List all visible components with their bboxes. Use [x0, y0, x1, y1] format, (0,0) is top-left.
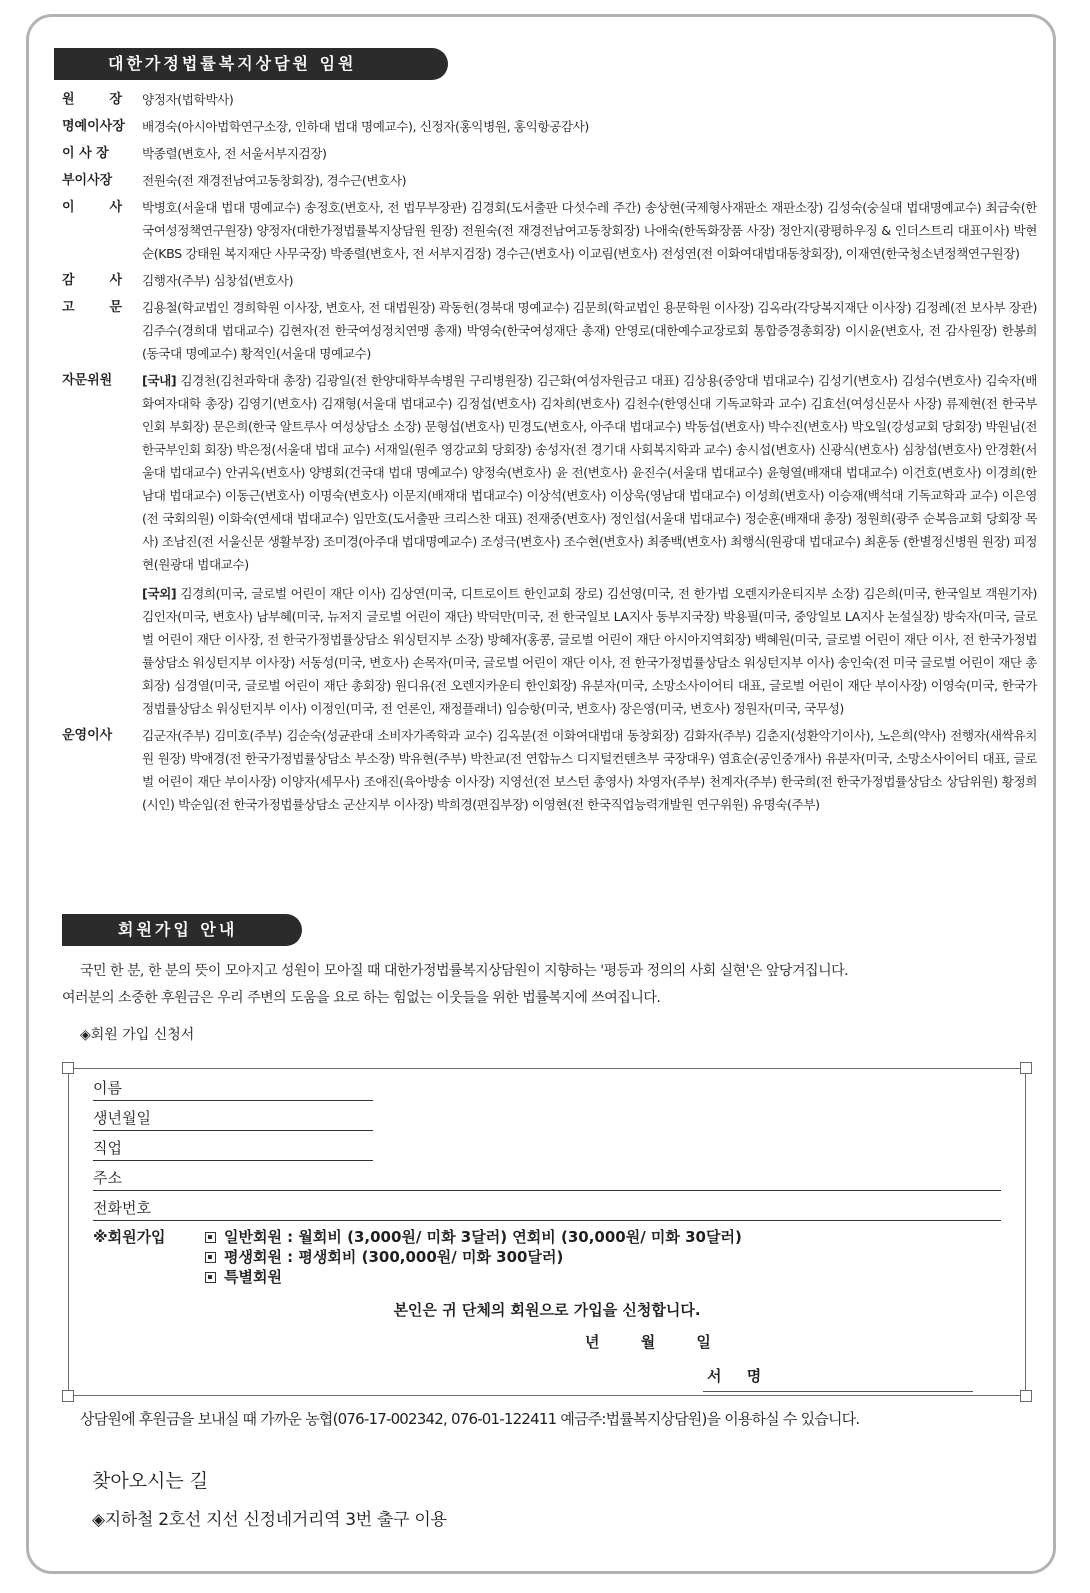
birthdate-label: 생년월일 [93, 1109, 151, 1127]
officer-role-label: 자문위원 [62, 373, 113, 388]
date-line[interactable]: 년 월 일 [585, 1333, 711, 1351]
name-label: 이름 [93, 1079, 122, 1097]
phone-field[interactable] [93, 1195, 1001, 1221]
phone-label: 전화번호 [93, 1199, 151, 1217]
officer-names: 김행자(주부) 심창섭(변호사) [142, 273, 294, 288]
officer-row [62, 724, 1037, 816]
officer-row [62, 115, 1037, 138]
officers-list [62, 88, 1037, 820]
job-label: 직업 [93, 1139, 122, 1157]
membership-section-title: 회원가입 안내 [62, 914, 302, 946]
corner-ornament [62, 1390, 74, 1402]
advisor-names: 김경희(미국, 글로벌 어린이 재단 이사) 김상연(미국, 디트로이트 한인교회 장로) 김선영(미국, 전 한가법 오렌지카운티지부 소장) 김은희(미국, 한국일보 객원기자) 김인자(미국, 변호사) 남부혜(미국, 뉴저지 글로벌 어린이 재단) 박덕만(미국, 전 한국일보 LA지사 동부지국장) 박용필(미국, 중앙일보 LA지사 논설실장) 방숙자(미국, 글로벌 어린이 재단 이사장, 전 한국가정법률상담소 워싱턴지부 소장) 방혜자(홍콩, 글로벌 어린이 재단 아시아지역회장) 백혜원(미국, 글로벌 어린이 재단 이사, 전 한국가정법률상담소 워싱턴지부 이사장) 서동성(미국, 변호사) 손목자(미국, 글로벌 어린이 재단 이사, 전 한국가정법률상담소 워싱턴지부 이사) 송인숙(전 미국 글로벌 어린이 재단 총회장) 심경열(미국, 글로벌 어린이 재단 총회장) 원디유(전 오렌지카운티 한인회장) 유분자(미국, 소망소사이어티 대표, 글로벌 어린이 재단 부이사장) 이영숙(미국, 한국가정법률상담소 워싱턴지부 이사) 이정인(미국, 전 언론인, 재정플래너) 임승항(미국, 변호사) 장은영(미국, 변호사) 정원자(미국, 국무성) [142, 586, 1037, 716]
membership-option-label: 일반회원 : 월회비 (3,000원/ 미화 3달러) 연회비 (30,000원/ 미화 30달러) [224, 1228, 742, 1246]
directions-subway: ◈지하철 2호선 지선 신정네거리역 3번 출구 이용 [92, 1510, 447, 1530]
intro-line-2: 여러분의 소중한 후원금은 우리 주변의 도움을 요로 하는 힘없는 이웃들을 위한 법률복지에 쓰여집니다. [62, 990, 661, 1006]
membership-type-label: ※회원가입 [93, 1228, 166, 1246]
officer-names: 배경숙(아시아법학연구소장, 인하대 법대 명예교수), 신정자(홍익병원, 홍익항공감사) [142, 119, 589, 134]
advisor-subsection [142, 369, 1037, 576]
membership-application-form [68, 1068, 1026, 1396]
form-title: ◈회원 가입 신청서 [80, 1027, 195, 1043]
officer-names: 박종렬(변호사, 전 서울서부지검장) [142, 146, 327, 161]
membership-option-regular[interactable] [205, 1227, 905, 1247]
officer-role-label: 원 장 [62, 92, 122, 107]
officer-role-label: 이 사 [62, 200, 122, 215]
address-field[interactable] [93, 1165, 1001, 1191]
advisor-region-tag: [국외] [142, 586, 177, 601]
advisor-names: 김경천(김천과학대 총장) 김광일(전 한양대학부속병원 구리병원장) 김근화(여성자원금고 대표) 김상용(중앙대 법대교수) 김성기(변호사) 김성수(변호사) 김숙자(배화여자대학 총장) 김영기(변호사) 김재형(서울대 법대교수) 김정섭(변호사) 김차희(변호사) 김천수(한영신대 기독교학과 교수) 김효선(여성신문사 사장) 류제현(전 한국부인회 부회장) 문은희(한국 알트루사 여성상담소 소장) 문형섭(변호사) 민경도(변호사, 아주대 법대교수) 박동섭(변호사) 박수진(변호사) 박오일(강성교회 당회장) 박원님(전 한국부인회 회장) 박은정(서울대 법대 교수) 서재일(원주 영강교회 당회장) 송성자(전 경기대 사회복지학과 교수) 송시섭(변호사) 신광식(변호사) 심창섭(변호사) 안경환(서울대 법대교수) 안귀옥(변호사) 양병회(건국대 법대 명예교수) 양정숙(변호사) 윤 전(변호사) 윤진수(서울대 법대교수) 윤형열(배재대 법대교수) 이건호(변호사) 이경희(한남대 법대교수) 이동근(변호사) 이명숙(변호사) 이문지(배재대 법대교수) 이상석(변호사) 이상욱(영남대 법대교수) 이성희(변호사) 이승재(백석대 기독교학과 교수) 이은영(전 국회의원) 이화숙(연세대 법대교수) 임만호(도서출판 크리스찬 대표) 전재중(변호사) 정인섭(서울대 법대교수) 정순훈(배재대 총장) 정원희(광주 순복음교회 당회장 목사) 조남진(전 서울신문 생활부장) 조미경(아주대 법대명예교수) 조성극(변호사) 조수현(변호사) 최종백(변호사) 최행식(원광대 법대교수) 최훈동 (한별정신병원 원장) 피정현(원광대 법대교수) [142, 373, 1037, 572]
membership-option-label: 특별회원 [224, 1268, 282, 1286]
birthdate-field[interactable] [93, 1105, 373, 1131]
checkbox-icon[interactable] [205, 1252, 216, 1263]
officer-row [62, 88, 1037, 111]
signature-line[interactable]: 서 명 [703, 1362, 973, 1392]
corner-ornament [1020, 1390, 1032, 1402]
membership-intro [62, 958, 1032, 1012]
bank-account-info: 상담원에 후원금을 보내실 때 가까운 농협(076-17-002342, 076-01-122411 예금주:법률복지상담원)을 이용하실 수 있습니다. [80, 1410, 860, 1428]
officer-row [62, 296, 1037, 365]
intro-line-1: 국민 한 분, 한 분의 뜻이 모아지고 성원이 모아질 때 대한가정법률복지상담원이 지향하는 '평등과 정의의 사회 실현'은 앞당겨집니다. [80, 963, 849, 979]
officer-role-label: 고 문 [62, 300, 122, 315]
officer-names: 양정자(법학박사) [142, 92, 234, 107]
name-field[interactable] [93, 1075, 373, 1101]
officer-row [62, 196, 1037, 265]
corner-ornament [1020, 1062, 1032, 1074]
officer-names: 김용철(학교법인 경희학원 이사장, 변호사, 전 대법원장) 곽동헌(경북대 명예교수) 김문희(학교법인 용문학원 이사장) 김옥라(각당복지재단 이사장) 김정례(전 보사부 장관) 김주수(경희대 법대교수) 김현자(전 한국여성정치연맹 총재) 박영숙(한국여성재단 총재) 안영로(대한예수교장로회 통합증경총회장) 이시윤(변호사, 전 감사원장) 한봉희(동국대 명예교수) 황적인(서울대 명예교수) [142, 300, 1037, 361]
officer-role-label: 감 사 [62, 273, 122, 288]
advisor-subsection [142, 582, 1037, 720]
officer-row [62, 142, 1037, 165]
officer-role-label: 명예이사장 [62, 119, 125, 134]
corner-ornament [62, 1062, 74, 1074]
job-field[interactable] [93, 1135, 373, 1161]
application-statement: 본인은 귀 단체의 회원으로 가입을 신청합니다. [393, 1301, 701, 1319]
officer-names: 전원숙(전 재경전남여고동창회장), 경수근(변호사) [142, 173, 407, 188]
checkbox-icon[interactable] [205, 1232, 216, 1243]
officer-role-label: 부이사장 [62, 173, 113, 188]
officer-row [62, 169, 1037, 192]
officer-role-label: 운영이사 [62, 728, 113, 743]
membership-option-label: 평생회원 : 평생회비 (300,000원/ 미화 300달러) [224, 1248, 564, 1266]
directions-title: 찾아오시는 길 [92, 1470, 209, 1492]
officers-section-title: 대한가정법률복지상담원 임원 [54, 48, 448, 80]
officer-role-label: 이 사 장 [62, 146, 109, 161]
officer-names [142, 369, 1037, 720]
checkbox-icon[interactable] [205, 1272, 216, 1283]
officer-row [62, 369, 1037, 720]
membership-option-lifetime[interactable] [205, 1247, 905, 1267]
officer-names: 박병호(서울대 법대 명예교수) 송정호(변호사, 전 법무부장관) 김경회(도서출판 다섯수레 주간) 송상현(국제형사재판소 재판소장) 김성숙(숭실대 법대명예교수) 최금숙(한국여성정책연구원장) 양정자(대한가정법률복지상담원 원장) 전원숙(전 재경전남여고동창회장) 나애숙(한독화장품 사장) 정안지(광평하우징 & 인더스트리 대표이사) 박현순(KBS 강태원 복지재단 사무국장) 박종렬(변호사, 전 서부지검장) 경수근(변호사) 이교림(변호사) 전성연(전 이화여대법대동창회장), 이재연(한국청소년정책연구원장) [142, 200, 1037, 261]
membership-option-special[interactable] [205, 1267, 905, 1287]
advisor-region-tag: [국내] [142, 373, 177, 388]
officer-names: 김군자(주부) 김미호(주부) 김순숙(성균관대 소비자가족학과 교수) 김옥분(전 이화여대법대 동창회장) 김화자(주부) 김춘지(성환악기이사), 노은희(약사) 전행자(새싹유치원 원장) 박애경(전 한국가정법률상담소 부소장) 박유현(주부) 박찬교(전 연합뉴스 디지털컨텐츠부 국장대우) 염효순(공인중개사) 유분자(미국, 소망소사이어티 대표, 글로벌 어린이 재단 부이사장) 이양자(세무사) 조애진(육아방송 이사장) 지영선(전 보스턴 총영사) 차영자(주부) 천계자(주부) 한국희(전 한국가정법률상담소 상담위원) 황정희(시인) 박순임(전 한국가정법률상담소 군산지부 이사장) 박희경(편집부장) 이영현(전 한국직업능력개발원 연구위원) 유명숙(주부) [142, 728, 1037, 812]
address-label: 주소 [93, 1169, 122, 1187]
officer-row [62, 269, 1037, 292]
